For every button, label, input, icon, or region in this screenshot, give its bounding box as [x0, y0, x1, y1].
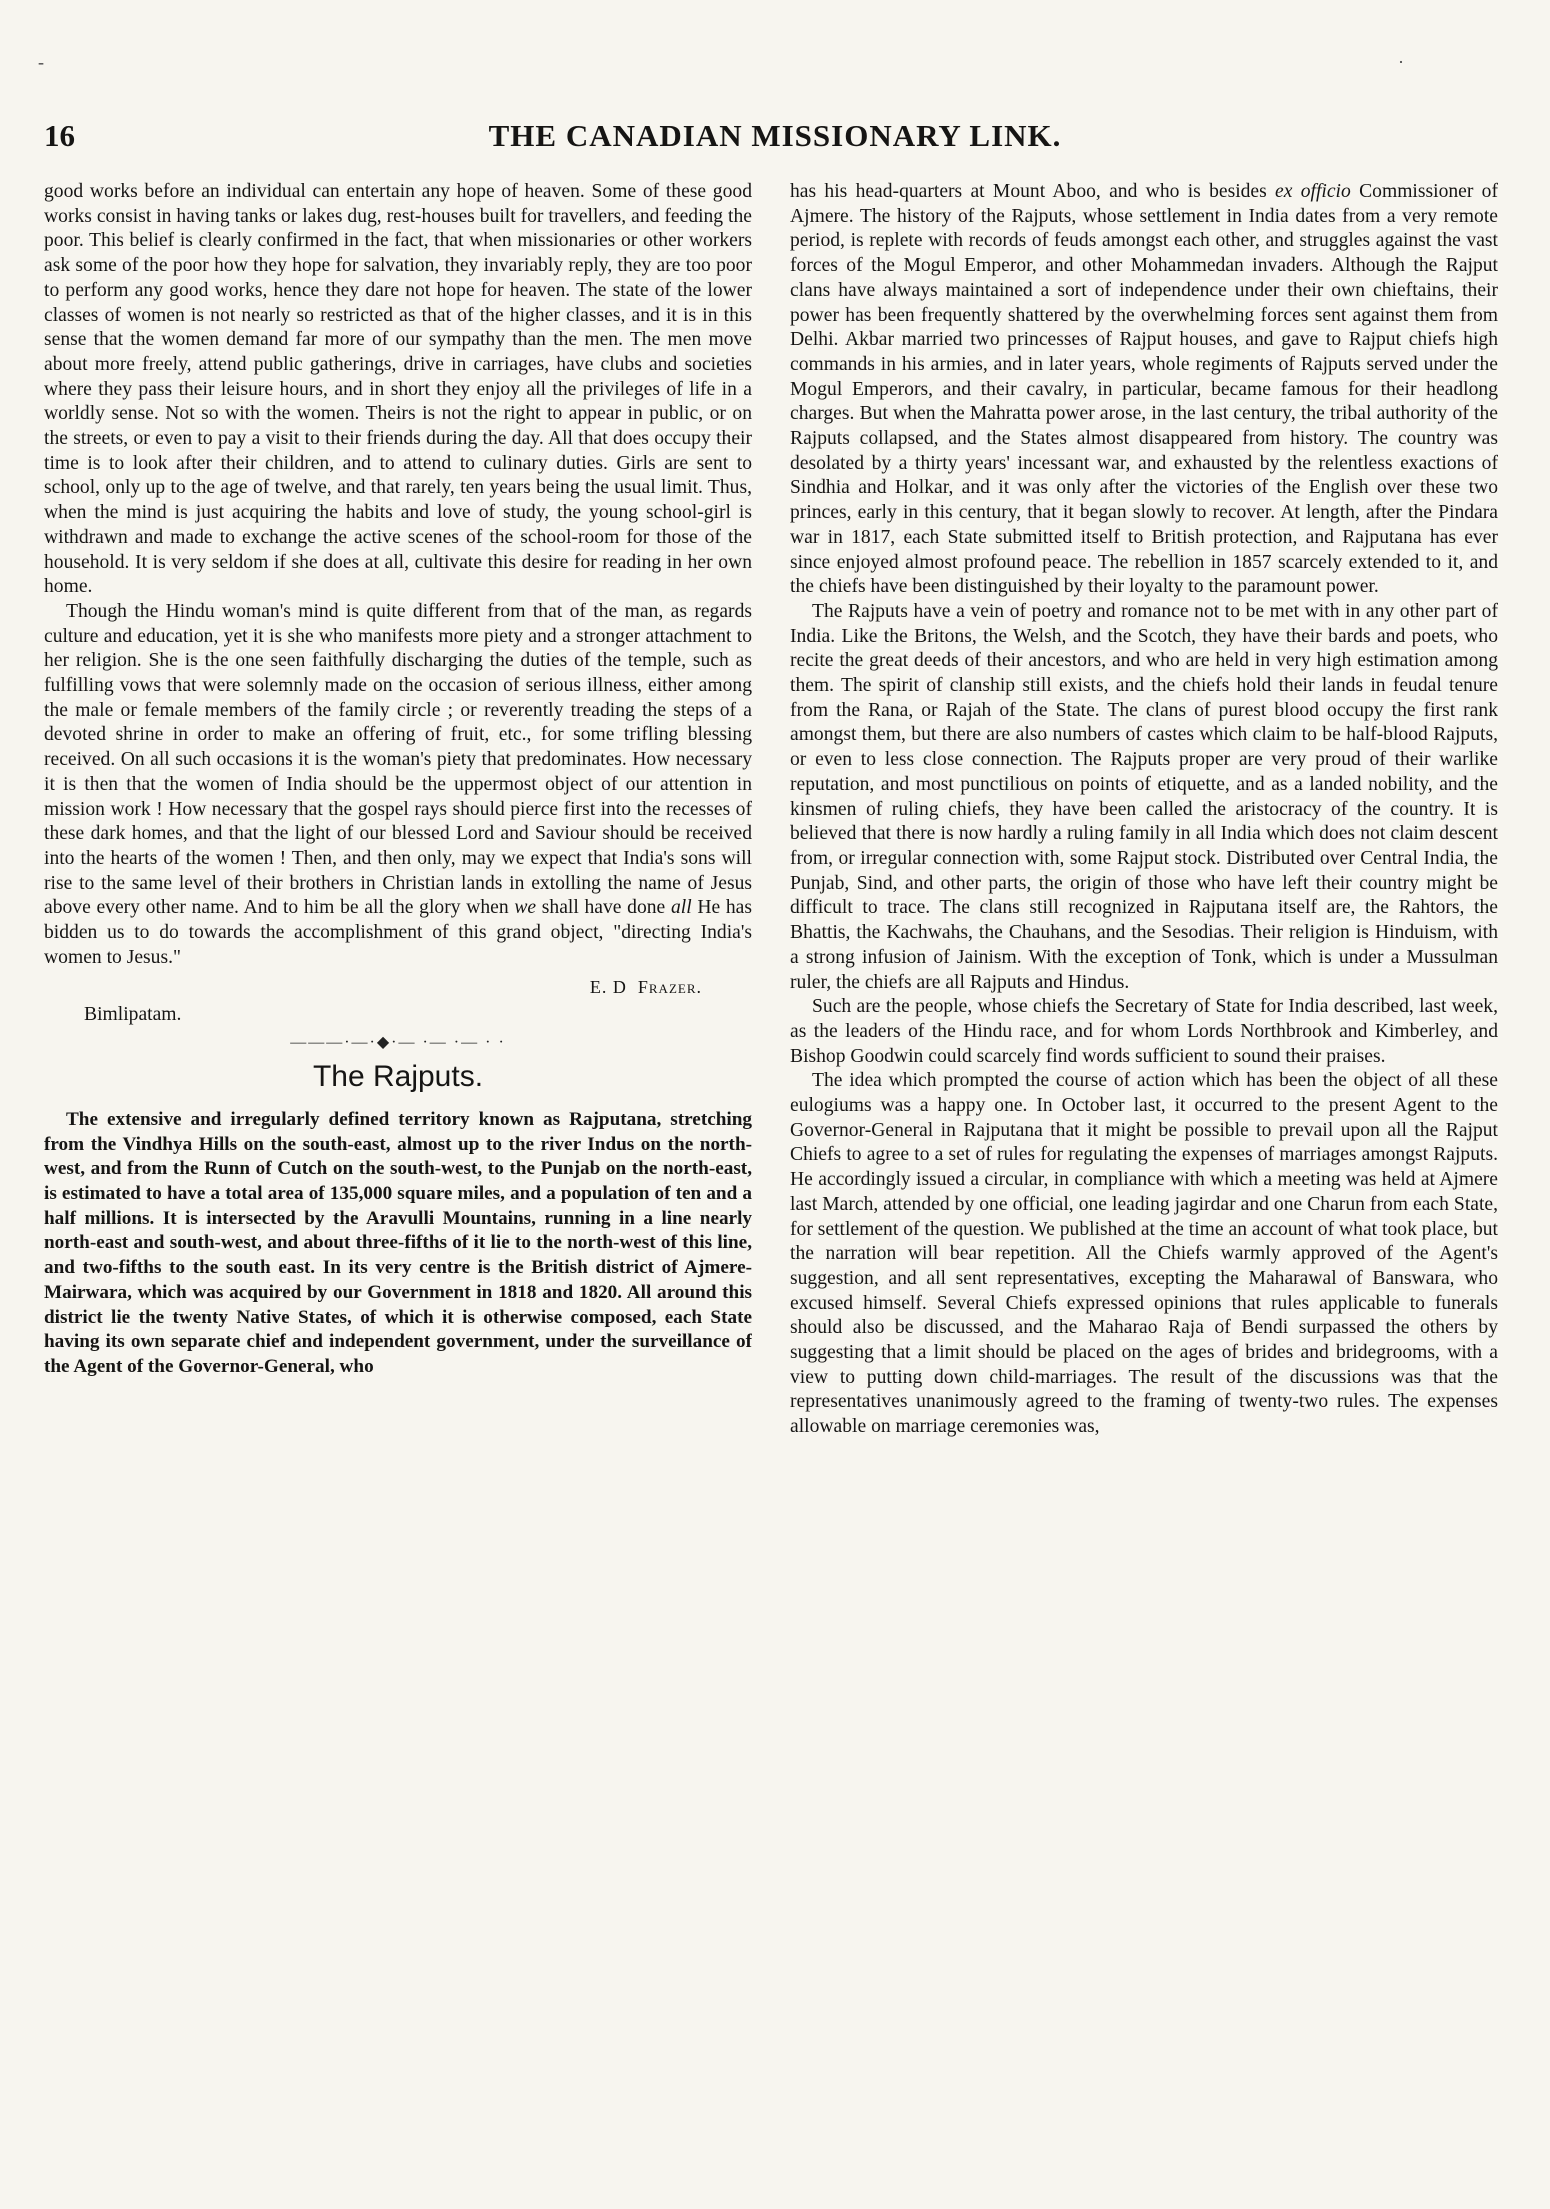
paragraph: Such are the people, whose chiefs the Secretary of State for India described, last week, as the leaders of the Hindu race, and for whom Lords Northbrook and Kimberley, and Bishop Goodwin could scarcely find words sufficient to sound their praises.: [790, 996, 1498, 1067]
section-divider: ———·—·◆·— ·— ·— · ·: [290, 1033, 506, 1051]
text-run: has his head-quarters at Mount Aboo, and who is besides: [790, 181, 1276, 202]
author-surname: Frazer.: [637, 976, 702, 997]
article-body: [44, 1108, 752, 1380]
author-initials: E. D: [589, 976, 627, 997]
article-title: The Rajputs.: [312, 1060, 484, 1094]
text-run: Commissioner of Ajmere. The history of the Rajputs, whose settlement in India dates from a very remote period, is replete with records of feuds amongst each other, and struggles against the vast forces of the Mogul Emperor, and other Mohammedan invaders. Although the Rajput clans have always maintained a sort of independence under their own chieftains, their power has been frequently shattered by the overwhelming forces sent against them from Delhi. Akbar married two princesses of Rajput houses, and gave to Rajput chiefs high commands in his armies, and in later years, whole regiments of Rajputs served under the Mogul Emperors, and their cavalry, in particular, became famous for their headlong charges. But when the Mahratta power arose, in the last century, the tribal authority of the Rajputs collapsed, and the States almost disappeared from history. The country was desolated by a thirty years' incessant war, and exhausted by the relentless exactions of Sindhia and Holkar, and it was only after the victories of the English over these two princes, early in this century, that it began slowly to recover. At length, after the Pindara war in 1817, each State submitted itself to British protection, and Rajputana has ever since enjoyed almost profound peace. The rebellion in 1857 scarcely extended to it, and the chiefs have been distinguished by their loyalty to the paramount power.: [790, 181, 1498, 598]
paragraph: [44, 600, 752, 971]
paragraph: good works before an individual can entertain any hope of heaven. Some of these good works consist in having tanks or lakes dug, rest-houses built for travellers, and feeding the poor. This belief is clearly confirmed in the fact, that when missionaries or other workers ask some of the poor how they hope for salvation, they invariably reply, they are too poor to perform any good works, hence they dare not hope for heaven. The state of the lower classes of women is not nearly so restricted as that of the higher classes, and it is in this sense that the women demand far more of our sympathy than the men. The men move about more freely, attend public gatherings, drive in carriages, have clubs and societies where they pass their leisure hours, and in short they enjoy all the privileges of life in a worldly sense. Not so with the women. Theirs is not the right to appear in public, or on the streets, or even to pay a visit to their friends during the day. All that does occupy their time is to look after their children, and to attend to culinary duties. Girls are sent to school, only up to the age of twelve, and that rarely, ten years being the usual limit. Thus, when the mind is just acquiring the habits and love of study, the young school-girl is withdrawn and made to exchange the active scenes of the school-room for those of the household. It is very seldom if she does at all, cultivate this desire for reading in her own home.: [44, 181, 752, 598]
place-name: Bimlipatam.: [84, 1003, 182, 1025]
italic-text: all: [670, 897, 692, 919]
paragraph: [790, 180, 1498, 600]
paragraph: The extensive and irregularly defined territory known as Rajputana, stretching from the Vindhya Hills on the south-east, almost up to the river Indus on the north-west, and from the Runn of Cutch on the south-west, to the Punjab on the north-east, is estimated to have a total area of 135,000 square miles, and a population of ten and a half millions. It is intersected by the Aravulli Mountains, running in a line nearly north-east and south-west, and about three-fifths of it lie to the north-west of this line, and two-fifths to the south east. In its very centre is the British district of Ajmere-Mairwara, which was acquired by our Government in 1818 and 1820. All around this district lie the twenty Native States, of which it is otherwise composed, each State having its own separate chief and independent government, under the surveillance of the Agent of the Governor-General, who: [44, 1108, 752, 1377]
text-run: He has bidden us to do towards the accomplishment of this grand object, "directing India's women to Jesus.": [44, 897, 752, 968]
text-run: shall have done: [536, 897, 671, 919]
italic-text: ex officio: [1275, 181, 1351, 202]
margin-mark: ·: [1398, 52, 1404, 72]
left-column: [44, 180, 752, 2190]
page-number: 16: [44, 118, 75, 153]
page-header: [44, 118, 1506, 162]
signature-block: [44, 975, 752, 1031]
paragraph: The Rajputs have a vein of poetry and romance not to be met with in any other part of India. Like the Britons, the Welsh, and the Scotch, they have their bards and poets, who recite the great deeds of their ancestors, and who are held in very high estimation among them. The spirit of clanship still exists, and the chiefs hold their lands in feudal tenure from the Rana, or Rajah of the State. The clans of purest blood occupy the first rank amongst them, but there are also numbers of castes which claim to be half-blood Rajputs, or even to less close connection. The Rajputs proper are very proud of their warlike reputation, and most punctilious on points of etiquette, and as a landed nobility, and the kinsmen of ruling chiefs, they have been called the aristocracy of the country. It is believed that there is now hardly a ruling family in all India which does not claim descent from, or irregular connection with, some Rajput stock. Distributed over Central India, the Punjab, Sind, and other parts, the origin of those who have left their country might be difficult to trace. The clans still recognized in Rajputana itself are, the Rahtors, the Bhattis, the Kachwahs, the Chauhans, and the Sesodias. Their religion is Hinduism, with a strong infusion of Jainism. With the exception of Tonk, which is under a Mussulman ruler, the chiefs are all Rajputs and Hindus.: [790, 600, 1498, 993]
author-signature: [590, 975, 702, 1000]
italic-text: we: [514, 897, 537, 919]
paragraph: The idea which prompted the course of action which has been the object of all these eulogiums was a happy one. In October last, it occurred to the present Agent to the Governor-General in Rajputana that it might be possible to prevail upon all the Rajput Chiefs to agree to a set of rules for regulating the expenses of marriages amongst Rajputs. He accordingly issued a circular, in compliance with which a meeting was held at Ajmere last March, attended by one official, one leading jagirdar and one Charun from each State, for settlement of the question. We published at the time an account of what took place, but the narration will bear repetition. All the Chiefs warmly approved of the Agent's suggestion, and all sent representatives, excepting the Maharawal of Banswara, who excused himself. Several Chiefs expressed opinions that rules applicable to funerals should also be discussed, and the Maharao Raja of Bendi surpassed the others by suggesting that a limit should be placed on the ages of brides and bridegrooms, with a view to putting down child-marriages. The result of the discussions was that the representatives unanimously agreed to the framing of twenty-two rules. The expenses allowable on marriage ceremonies was,: [790, 1070, 1498, 1438]
margin-mark: -: [38, 52, 44, 72]
right-column: [790, 180, 1498, 2190]
journal-title: THE CANADIAN MISSIONARY LINK.: [488, 118, 1062, 153]
text-run: Though the Hindu woman's mind is quite different from that of the man, as regards culture and education, yet it is she who manifests more piety and a stronger attachment to her religion. She is the one seen faithfully discharging the duties of the temple, such as fulfilling vows that were solemnly made on the occasion of serious illness, either among the male or female members of the family circle ; or reverently treading the steps of a devoted shrine in order to make an offering of fruit, etc., for some trifling blessing received. On all such occasions it is the woman's piety that predominates. How necessary it is then that the women of India should be the uppermost object of our attention in mission work ! How necessary that the gospel rays should pierce first into the recesses of these dark homes, and that the light of our blessed Lord and Saviour should be received into the hearts of the women ! Then, and then only, may we expect that India's sons will rise to the same level of their brothers in Christian lands in extolling the name of Jesus above every other name. And to him be all the glory when: [44, 600, 752, 919]
